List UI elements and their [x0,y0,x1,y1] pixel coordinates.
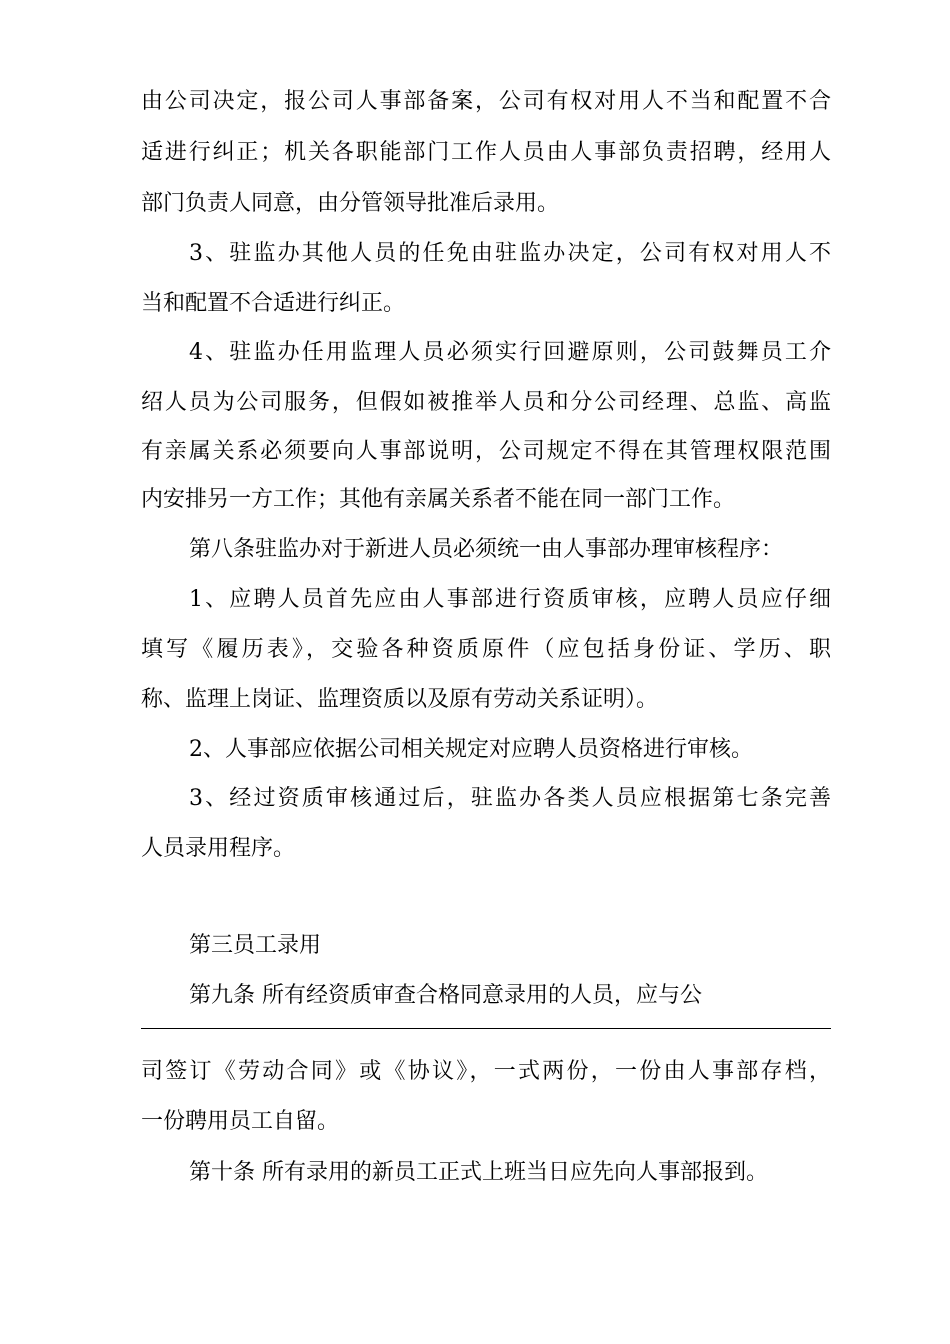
paragraph-line: 3、驻监办其他人员的任免由驻监办决定，公司有权对用人不 [189,241,831,266]
paragraph-line: 有亲属关系必须要向人事部说明，公司规定不得在其管理权限范围 [141,439,831,464]
paragraph-line: 2、人事部应依据公司相关规定对应聘人员资格进行审核。 [189,737,753,762]
paragraph-line: 当和配置不合适进行纠正。 [141,291,406,316]
section-heading: 第三员工录用 [189,933,322,958]
paragraph-line: 司签订《劳动合同》或《协议》，一式两份，一份由人事部存档， [141,1059,831,1084]
paragraph-line: 部门负责人同意，由分管领导批准后录用。 [141,191,560,216]
paragraph-line: 1、应聘人员首先应由人事部进行资质审核，应聘人员应仔细 [189,587,831,612]
page-break-divider [141,1028,831,1029]
paragraph-line: 适进行纠正；机关各职能部门工作人员由人事部负责招聘，经用人 [141,140,831,165]
paragraph-line: 4、驻监办任用监理人员必须实行回避原则，公司鼓舞员工介 [189,340,831,365]
article-heading: 第十条 所有录用的新员工正式上班当日应先向人事部报到。 [189,1160,768,1185]
paragraph-line: 填写《履历表》，交验各种资质原件（应包括身份证、学历、职 [141,637,831,662]
paragraph-line: 绍人员为公司服务，但假如被推举人员和分公司经理、总监、高监 [141,390,831,415]
paragraph-line: 3、经过资质审核通过后，驻监办各类人员应根据第七条完善 [189,786,831,811]
article-heading: 第九条 所有经资质审查合格同意录用的人员，应与公 [189,983,702,1008]
paragraph-line: 内安排另一方工作；其他有亲属关系者不能在同一部门工作。 [141,487,736,512]
paragraph-line: 称、监理上岗证、监理资质以及原有劳动关系证明）。 [141,687,659,712]
paragraph-line: 人员录用程序。 [141,836,296,861]
paragraph-line: 由公司决定，报公司人事部备案，公司有权对用人不当和配置不合 [141,89,831,114]
paragraph-line: 一份聘用员工自留。 [141,1109,340,1134]
article-heading: 第八条驻监办对于新进人员必须统一由人事部办理审核程序： [189,537,784,562]
